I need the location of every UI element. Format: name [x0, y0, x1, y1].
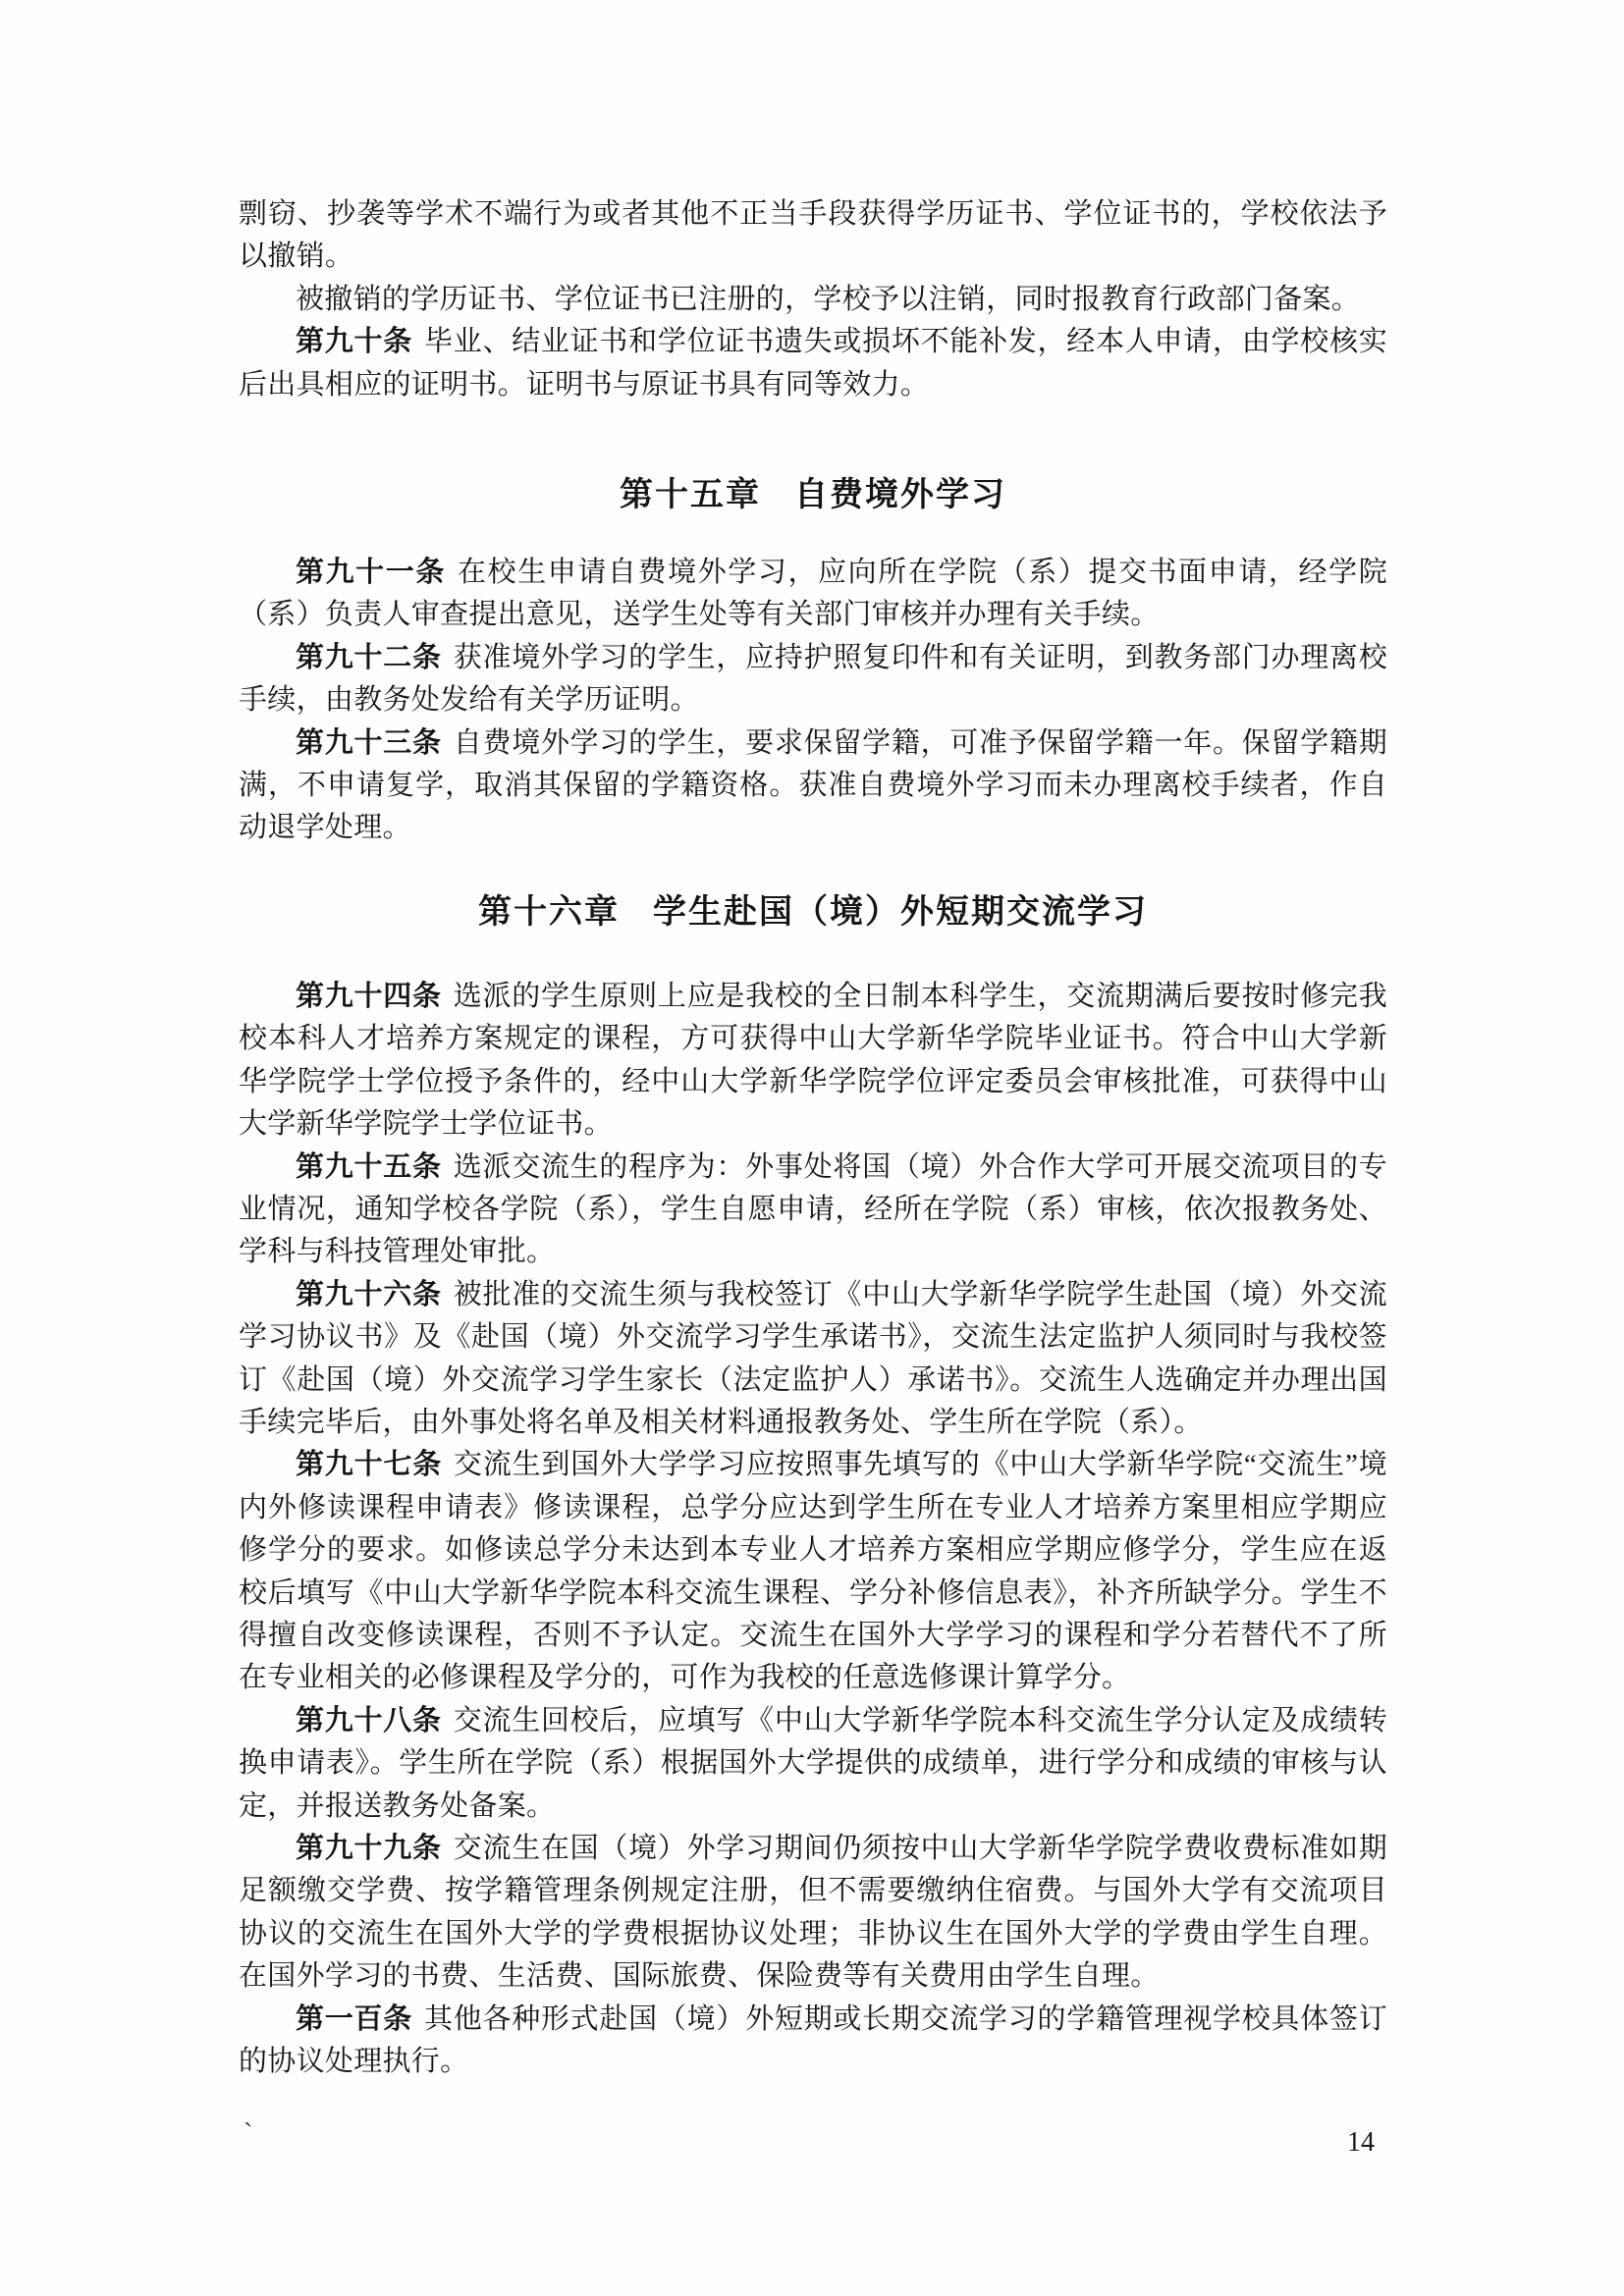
text-column [239, 0, 1387, 2083]
paragraph-article-93 [239, 722, 1387, 850]
paragraph-article-90 [239, 321, 1387, 406]
article-number: 第九十一条 [296, 557, 446, 589]
paragraph-text: 剽窃、抄袭等学术不端行为或者其他不正当手段获得学历证书、学位证书的，学校依法予以撤销。 [239, 198, 1387, 273]
paragraph-article-97 [239, 1444, 1387, 1699]
article-number: 第九十四条 [296, 980, 442, 1012]
paragraph-certificate-cancellation [239, 279, 1387, 321]
article-number: 第九十六条 [296, 1278, 442, 1310]
paragraph-article-91 [239, 552, 1387, 637]
paragraph-text: 其他各种形式赴国（境）外短期或长期交流学习的学籍管理视学校具体签订的协议处理执行。 [239, 2002, 1387, 2078]
article-number: 第九十二条 [296, 641, 442, 673]
article-number: 第一百条 [296, 2002, 412, 2035]
paragraph-text: 被撤销的学历证书、学位证书已注册的，学校予以注销，同时报教育行政部门备案。 [296, 283, 1361, 315]
paragraph-article-99 [239, 1828, 1387, 1999]
paragraph-text: 交流生回校后，应填写《中山大学新华学院本科交流生学分认定及成绩转换申请表》。学生所在学院（系）根据国外大学提供的成绩单，进行学分和成绩的审核与认定，并报送教务处备案。 [239, 1704, 1387, 1822]
chapter-title: 学生赴国（境）外短期交流学习 [653, 892, 1148, 931]
article-number: 第九十七条 [296, 1449, 443, 1481]
paragraph-text: 在校生申请自费境外学习，应向所在学院（系）提交书面申请，经学院（系）负责人审查提出意见，送学生处等有关部门审核并办理有关手续。 [239, 557, 1387, 631]
paragraph-text: 毕业、结业证书和学位证书遗失或损坏不能补发，经本人申请，由学校核实后出具相应的证明书。证明书与原证书具有同等效力。 [239, 326, 1387, 400]
paragraph-article-96 [239, 1274, 1387, 1445]
paragraph-article-98 [239, 1700, 1387, 1828]
article-number: 第九十条 [296, 326, 412, 358]
stray-scan-mark: ` [244, 2118, 253, 2149]
page-number: 14 [1347, 2127, 1375, 2158]
paragraph-article-100 [239, 1999, 1387, 2084]
chapter-title: 自费境外学习 [794, 476, 1006, 514]
paragraph-article-95 [239, 1147, 1387, 1274]
chapter-15-heading [239, 471, 1387, 518]
paragraph-text: 交流生在国（境）外学习期间仍须按中山大学新华学院学费收费标准如期足额缴交学费、按学籍管理条例规定注册，但不需要缴纳住宿费。与国外大学有交流项目协议的交流生在国外大学的学费根据协议处理；非协议生在国外大学的学费由学生自理。在国外学习的书费、生活费、国际旅费、保险费等有关费用由学生自理。 [239, 1833, 1387, 1993]
paragraph-article-94 [239, 976, 1387, 1147]
article-number: 第九十八条 [296, 1704, 442, 1736]
chapter-16-heading [239, 888, 1387, 935]
paragraph-text: 自费境外学习的学生，要求保留学籍，可准予保留学籍一年。保留学籍期满，不申请复学，取消其保留的学籍资格。获准自费境外学习而未办理离校手续者，作自动退学处理。 [239, 726, 1387, 844]
paragraph-text: 交流生到国外大学学习应按照事先填写的《中山大学新华学院“交流生”境内外修读课程申请表》修读课程，总学分应达到学生所在专业人才培养方案里相应学期应修学分的要求。如修读总学分未达到本专业人才培养方案相应学期应修学分，学生应在返校后填写《中山大学新华学院本科交流生课程、学分补修信息表》，补齐所缺学分。学生不得擅自改变修读课程，否则不予认定。交流生在国外大学学习的课程和学分若替代不了所在专业相关的必修课程及学分的，可作为我校的任意选修课计算学分。 [239, 1449, 1387, 1694]
paragraph-text: 获准境外学习的学生，应持护照复印件和有关证明，到教务部门办理离校手续，由教务处发给有关学历证明。 [239, 641, 1387, 717]
article-number: 第九十三条 [296, 726, 442, 759]
paragraph-text: 选派交流生的程序为：外事处将国（境）外合作大学可开展交流项目的专业情况，通知学校各学院（系），学生自愿申请，经所在学院（系）审核，依次报教务处、学科与科技管理处审批。 [239, 1150, 1387, 1268]
paragraph-revocation-continued [239, 193, 1387, 279]
article-number: 第九十九条 [296, 1833, 442, 1864]
paragraph-text: 选派的学生原则上应是我校的全日制本科学生，交流期满后要按时修完我校本科人才培养方案规定的课程，方可获得中山大学新华学院毕业证书。符合中山大学新华学院学士学位授予条件的，经中山大学新华学院学位评定委员会审核批准，可获得中山大学新华学院学士学位证书。 [239, 980, 1387, 1141]
chapter-number: 第十六章 [478, 892, 620, 931]
chapter-number: 第十五章 [620, 476, 761, 514]
paragraph-text: 被批准的交流生须与我校签订《中山大学新华学院学生赴国（境）外交流学习协议书》及《赴国（境）外交流学习学生承诺书》，交流生法定监护人须同时与我校签订《赴国（境）外交流学习学生家长（法定监护人）承诺书》。交流生人选确定并办理出国手续完毕后，由外事处将名单及相关材料通报教务处、学生所在学院（系）。 [239, 1278, 1387, 1438]
article-number: 第九十五条 [296, 1150, 442, 1183]
paragraph-article-92 [239, 637, 1387, 722]
